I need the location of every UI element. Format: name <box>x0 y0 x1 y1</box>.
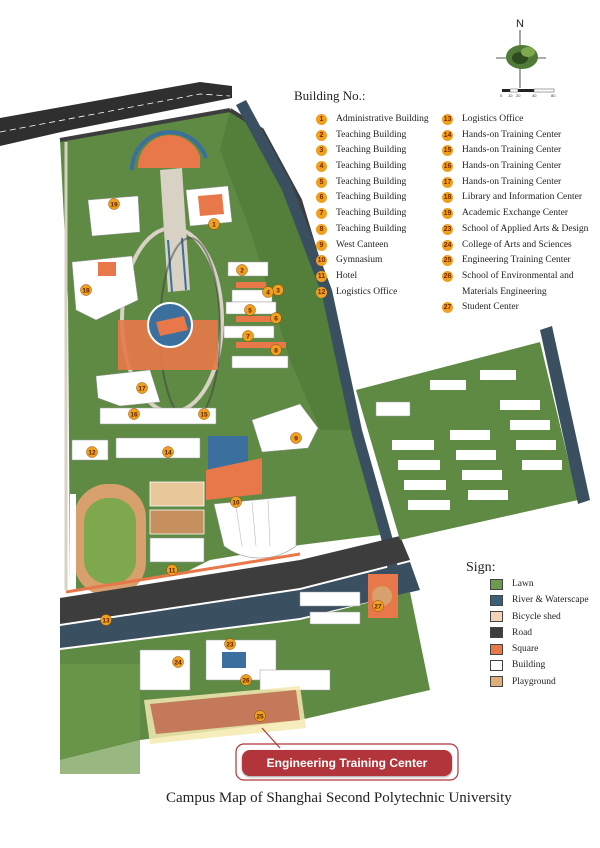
building-marker[interactable] <box>173 657 184 668</box>
sign-label: River & Waterscape <box>512 595 589 606</box>
field-stand <box>70 494 76 590</box>
scale-label: 0 <box>500 93 503 98</box>
compass-north-label: N <box>516 18 524 30</box>
building-number-badge: 15 <box>443 147 452 155</box>
building-number-badge: 2 <box>316 130 327 141</box>
building-label: Hands-on Training Center <box>462 176 562 187</box>
compass <box>496 30 546 88</box>
building-marker-number: 26 <box>242 677 250 685</box>
building-number-badge: 4 <box>316 161 327 172</box>
building-number-badge: 16 <box>443 163 452 171</box>
building-number-badge: 12 <box>317 288 326 296</box>
building-marker-number: 4 <box>266 289 270 297</box>
building-label: Teaching Building <box>336 223 407 234</box>
building-list-item <box>442 112 592 128</box>
building-marker-number: 8 <box>274 347 278 355</box>
building-marker-number: 24 <box>174 659 182 667</box>
map-title: Campus Map of Shanghai Second Polytechnic University <box>166 790 512 806</box>
building-list-item <box>316 175 446 191</box>
building-list-item <box>442 285 592 301</box>
building-list-right <box>442 112 592 316</box>
building-list-item <box>442 269 592 285</box>
building-marker-number: 27 <box>374 603 382 611</box>
building-list-item <box>316 253 446 269</box>
admin-building-roof <box>198 194 224 216</box>
building-list-item <box>316 222 446 238</box>
building-marker[interactable] <box>271 313 282 324</box>
building-marker-number: 9 <box>294 435 298 443</box>
building-marker-number: 13 <box>102 617 110 625</box>
building-list-item <box>442 253 592 269</box>
building-label: Hotel <box>336 270 358 281</box>
building-number-badge: 24 <box>443 241 452 249</box>
building-number-badge: 26 <box>443 272 452 280</box>
building-number-badge: 14 <box>443 131 452 139</box>
building-marker-number: 5 <box>248 307 252 315</box>
building-label: Hands-on Training Center <box>462 145 562 156</box>
sign-swatch <box>490 579 503 590</box>
building-label: Teaching Building <box>336 145 407 156</box>
sign-label: Playground <box>512 676 556 687</box>
building-label: Administrative Building <box>336 114 429 124</box>
building-marker-number: 23 <box>226 641 234 649</box>
sign-label: Bicycle shed <box>512 611 561 622</box>
building-list-item <box>316 238 446 254</box>
building-marker-number: 18 <box>82 287 90 295</box>
scale-label: 80 <box>551 93 556 98</box>
building-number-badge: 27 <box>443 304 452 312</box>
building-label: Academic Exchange Center <box>462 208 569 219</box>
building-list-item <box>316 128 446 144</box>
building-list-item <box>442 175 592 191</box>
building-marker[interactable] <box>273 285 284 296</box>
building-marker-number: 25 <box>256 713 264 721</box>
building-marker-number: 6 <box>274 315 278 323</box>
building-marker[interactable] <box>255 711 266 722</box>
building-number-badge: 25 <box>443 257 452 265</box>
engineering-center-banner[interactable]: Engineering Training Center <box>242 750 452 776</box>
building-marker[interactable] <box>231 497 242 508</box>
building-number-badge: 5 <box>316 177 327 188</box>
south-west-field <box>60 664 140 774</box>
building-marker-number: 19 <box>110 201 118 209</box>
building-list-item <box>316 269 446 285</box>
training-center-row <box>100 408 216 424</box>
scale-label: 40 <box>532 93 537 98</box>
building-number-badge: 9 <box>316 240 327 251</box>
sign-swatch <box>490 595 503 606</box>
building-list-item <box>442 159 592 175</box>
building-list-item <box>316 112 446 128</box>
building-marker-number: 16 <box>130 411 138 419</box>
sign-label: Building <box>512 660 546 671</box>
building-marker[interactable] <box>199 409 210 420</box>
building-label: Engineering Training Center <box>462 255 571 266</box>
building-list-item <box>442 128 592 144</box>
building-marker-number: 3 <box>276 287 280 295</box>
building-number-badge: 13 <box>443 116 452 123</box>
sign-label: Road <box>512 627 533 638</box>
building-list-item <box>316 159 446 175</box>
building-label: Hands-on Training Center <box>462 129 562 140</box>
building-marker-number: 17 <box>138 385 146 393</box>
building-list-item <box>442 206 592 222</box>
building-number-badge: 1 <box>316 114 327 125</box>
sign-swatch <box>490 644 503 655</box>
building-label: Teaching Building <box>336 129 407 140</box>
building-marker[interactable] <box>101 615 112 626</box>
sign-swatch <box>490 627 503 638</box>
building-list-item <box>442 190 592 206</box>
building-marker[interactable] <box>129 409 140 420</box>
building-list-left <box>316 112 446 300</box>
building-label: School of Applied Arts & Design <box>462 223 589 234</box>
scale-label: 10 <box>508 93 513 98</box>
building-number-badge: 17 <box>443 178 452 186</box>
sign-swatch <box>490 660 503 671</box>
building-label: Teaching Building <box>336 208 407 219</box>
building-marker[interactable] <box>243 331 254 342</box>
building-legend-title: Building No.: <box>294 88 366 103</box>
building-marker[interactable] <box>87 447 98 458</box>
building-number-badge: 10 <box>317 257 326 265</box>
building-label: College of Arts and Sciences <box>462 239 572 250</box>
sign-swatch <box>490 611 503 622</box>
building-marker-number: 11 <box>168 567 176 575</box>
building-number-badge: 6 <box>316 192 327 203</box>
building-marker[interactable] <box>271 345 282 356</box>
training-center-14 <box>116 438 200 458</box>
building-marker[interactable] <box>291 433 302 444</box>
building-list-item <box>316 190 446 206</box>
building-list-item <box>442 238 592 254</box>
sign-legend-title: Sign: <box>466 560 496 575</box>
building-label: Teaching Building <box>336 192 407 203</box>
building-list-item <box>442 222 592 238</box>
building-number-badge: 18 <box>443 194 452 202</box>
building-marker[interactable] <box>209 219 220 230</box>
sign-label: Lawn <box>512 579 534 589</box>
building-marker[interactable] <box>241 675 252 686</box>
building-label: Teaching Building <box>336 161 407 172</box>
scale-bar <box>502 89 554 92</box>
building-list-item <box>316 206 446 222</box>
sports-courts <box>150 482 204 562</box>
building-marker[interactable] <box>225 639 236 650</box>
building-list-item <box>316 285 446 301</box>
scale-label: 20 <box>516 93 521 98</box>
building-number-badge: 19 <box>443 210 452 218</box>
building-marker[interactable] <box>163 447 174 458</box>
sign-swatch <box>490 676 503 687</box>
building-marker[interactable] <box>137 383 148 394</box>
building-marker-number: 2 <box>240 267 244 275</box>
building-number-badge: 23 <box>443 225 452 233</box>
building-label: Teaching Building <box>336 176 407 187</box>
building-marker[interactable] <box>263 287 274 298</box>
building-marker-number: 10 <box>232 499 240 507</box>
building-number-badge: 7 <box>316 208 327 219</box>
sign-label: Square <box>512 644 539 655</box>
building-number-badge: 3 <box>316 145 327 156</box>
building-marker[interactable] <box>373 601 384 612</box>
building-list-item <box>316 143 446 159</box>
building-marker-number: 7 <box>246 333 250 341</box>
building-list-item <box>442 143 592 159</box>
building-number-badge: 8 <box>316 224 327 235</box>
academic-center <box>96 370 160 406</box>
building-label: Materials Engineering <box>462 286 547 297</box>
building-marker-number: 1 <box>212 221 216 229</box>
building-label: Gymnasium <box>336 255 383 266</box>
building-marker[interactable] <box>81 285 92 296</box>
building-label: Logistics Office <box>462 114 524 124</box>
building-list-item <box>442 300 592 316</box>
building-marker-number: 14 <box>164 449 172 457</box>
building-label: Library and Information Center <box>462 192 583 203</box>
building-marker[interactable] <box>109 199 120 210</box>
building-label: Logistics Office <box>336 286 398 297</box>
building-label: West Canteen <box>336 239 389 250</box>
building-label: Student Center <box>462 302 519 313</box>
hotel-roof <box>98 262 116 276</box>
building-marker-number: 12 <box>88 449 96 457</box>
building-marker[interactable] <box>237 265 248 276</box>
building-marker[interactable] <box>245 305 256 316</box>
building-number-badge: 11 <box>317 272 326 280</box>
sports-field <box>84 498 136 584</box>
building-label: Hands-on Training Center <box>462 161 562 172</box>
building-marker-number: 15 <box>200 411 208 419</box>
building-label: School of Environmental and <box>462 270 574 281</box>
building-marker[interactable] <box>167 565 178 576</box>
